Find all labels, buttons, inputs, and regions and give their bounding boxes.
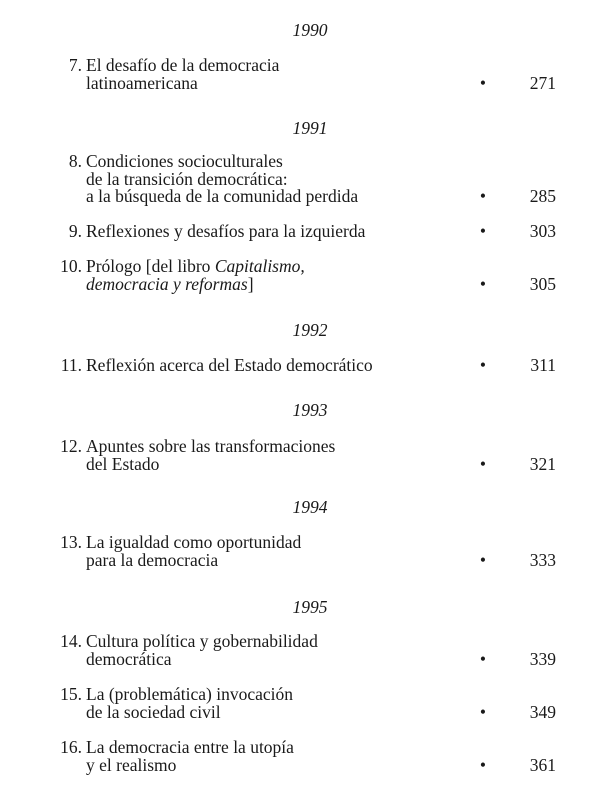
year-heading: 1991 — [292, 118, 328, 138]
entry-number: 10. — [60, 256, 82, 276]
page-number: 333 — [529, 549, 556, 570]
entry-number: 16. — [60, 737, 82, 757]
year-heading: 1992 — [292, 320, 328, 340]
entry-title-line: de la transición democrática: — [86, 168, 288, 189]
entry-number: 9. — [68, 221, 82, 241]
bullet: • — [479, 72, 487, 93]
bullet: • — [479, 453, 487, 474]
page-number: 339 — [529, 648, 556, 669]
entry-title-text: ] — [247, 273, 254, 294]
bullet: • — [479, 701, 487, 722]
entry-title-line: para la democracia — [86, 549, 219, 570]
entry-title-line: Reflexiones y desafíos para la izquierda — [86, 221, 366, 241]
entry-number: 11. — [60, 355, 82, 375]
entry-title-line: Condiciones socioculturales — [86, 151, 283, 171]
page-number: 285 — [529, 186, 556, 206]
bullet: • — [479, 549, 487, 570]
entry-title-line: a la búsqueda de la comunidad perdida — [86, 186, 359, 206]
page-number: 311 — [530, 355, 556, 375]
entry-number: 12. — [60, 436, 82, 456]
entry-title-line: El desafío de la democracia — [86, 55, 280, 75]
entry-title-line: La (problemática) invocación — [86, 684, 293, 704]
entry-title-line: La democracia entre la utopía — [86, 737, 294, 757]
entry-number: 14. — [60, 631, 82, 651]
page-number: 349 — [529, 701, 556, 722]
book-title: Capitalismo, — [214, 256, 305, 276]
entry-number: 15. — [60, 684, 82, 704]
bullet: • — [479, 186, 487, 206]
bullet: • — [479, 355, 487, 375]
page-number: 361 — [529, 754, 556, 775]
entry-title-line: y el realismo — [86, 754, 177, 775]
entry-title-line: Apuntes sobre las transformaciones — [86, 436, 336, 456]
bullet: • — [479, 221, 487, 241]
entry-number: 7. — [68, 55, 82, 75]
year-heading: 1994 — [292, 497, 328, 517]
entry-title-line: del Estado — [86, 453, 160, 474]
entry-title-line: Cultura política y gobernabilidad — [86, 631, 318, 651]
entry-title-line: de la sociedad civil — [86, 701, 221, 722]
page-number: 321 — [529, 453, 556, 474]
year-heading: 1993 — [292, 400, 328, 420]
year-heading: 1995 — [292, 597, 328, 617]
bullet: • — [479, 754, 487, 775]
book-title: democracia y reformas — [86, 273, 248, 294]
entry-number: 13. — [60, 532, 82, 552]
entry-title-line: latinoamericana — [86, 72, 198, 93]
page-number: 303 — [529, 221, 556, 241]
entry-title-line: Reflexión acerca del Estado democrático — [86, 355, 373, 375]
entry-title-line: democrática — [86, 648, 172, 669]
entry-number: 8. — [68, 151, 82, 171]
page-number: 305 — [529, 273, 556, 294]
page-number: 271 — [529, 72, 556, 93]
year-heading: 1990 — [292, 20, 328, 40]
entry-title-line: La igualdad como oportunidad — [86, 532, 302, 552]
bullet: • — [479, 273, 487, 294]
bullet: • — [479, 648, 487, 669]
entry-title-text: Prólogo [del libro — [86, 256, 215, 276]
